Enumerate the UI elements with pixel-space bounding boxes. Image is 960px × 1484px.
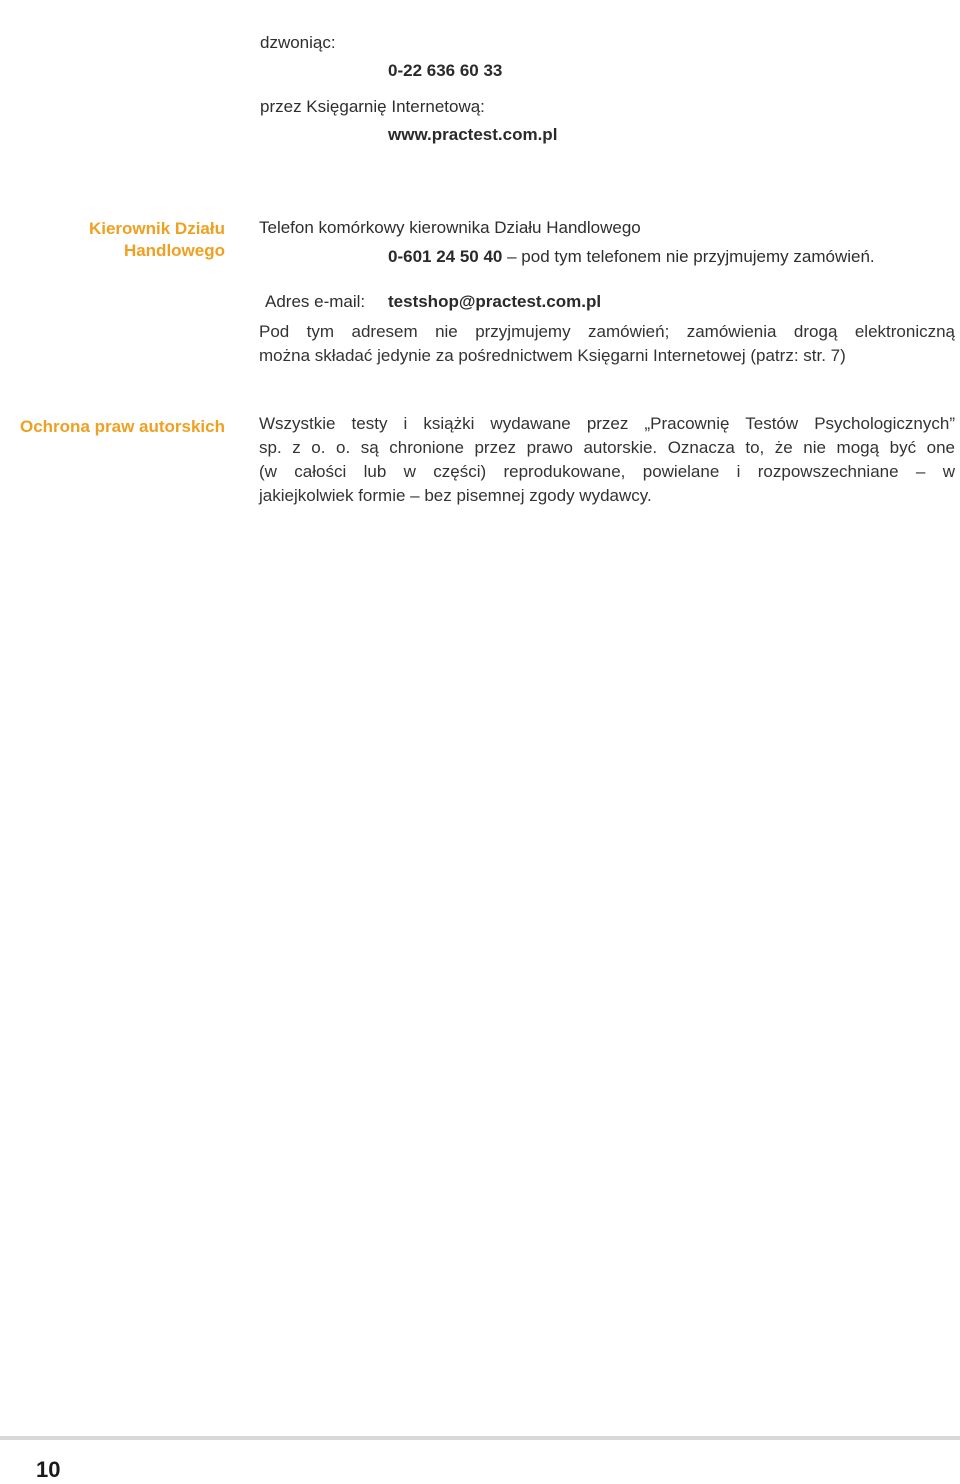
copyright-paragraph	[259, 412, 955, 508]
mobile-label: Telefon komórkowy kierownika Działu Handlowego	[259, 218, 641, 237]
email-link[interactable]: testshop@practest.com.pl	[388, 292, 602, 311]
copyright-line2: sp. z o. o. są chronione przez prawo autorskie. Oznacza to, że nie mogą być one	[259, 438, 955, 457]
email-label: Adres e-mail:	[265, 292, 366, 311]
mobile-row	[388, 245, 875, 269]
copyright-heading: Ochrona praw autorskich	[20, 417, 225, 436]
sales-manager-heading-line2: Handlowego	[123, 241, 225, 260]
email-note-line1: Pod tym adresem nie przyjmujemy zamówień; zamówienia drogą elektroniczną	[259, 322, 955, 341]
sales-manager-heading	[0, 218, 225, 262]
page-number: 10	[36, 1457, 61, 1482]
mobile-number: 0-601 24 50 40	[388, 247, 503, 266]
email-note-line2: można składać jedynie za pośrednictwem Księgarni Internetowej (patrz: str. 7)	[259, 346, 846, 365]
by-shop-label: przez Księgarnię Internetową:	[260, 97, 485, 116]
phone-number: 0-22 636 60 33	[388, 61, 503, 80]
footer-rule	[0, 1436, 960, 1440]
copyright-line3: (w całości lub w części) reprodukowane, powielane i rozpowszechniane – w	[259, 462, 955, 481]
by-phone-label: dzwoniąc:	[260, 33, 336, 52]
email-note	[259, 320, 955, 368]
copyright-line4: jakiejkolwiek formie – bez pisemnej zgody wydawcy.	[259, 486, 652, 505]
mobile-note: – pod tym telefonem nie przyjmujemy zamówień.	[502, 247, 875, 266]
copyright-line1: Wszystkie testy i książki wydawane przez „Pracownię Testów Psychologicznych”	[259, 414, 955, 433]
sales-manager-heading-line1: Kierownik Działu	[88, 219, 225, 238]
shop-url-link[interactable]: www.practest.com.pl	[388, 125, 558, 144]
